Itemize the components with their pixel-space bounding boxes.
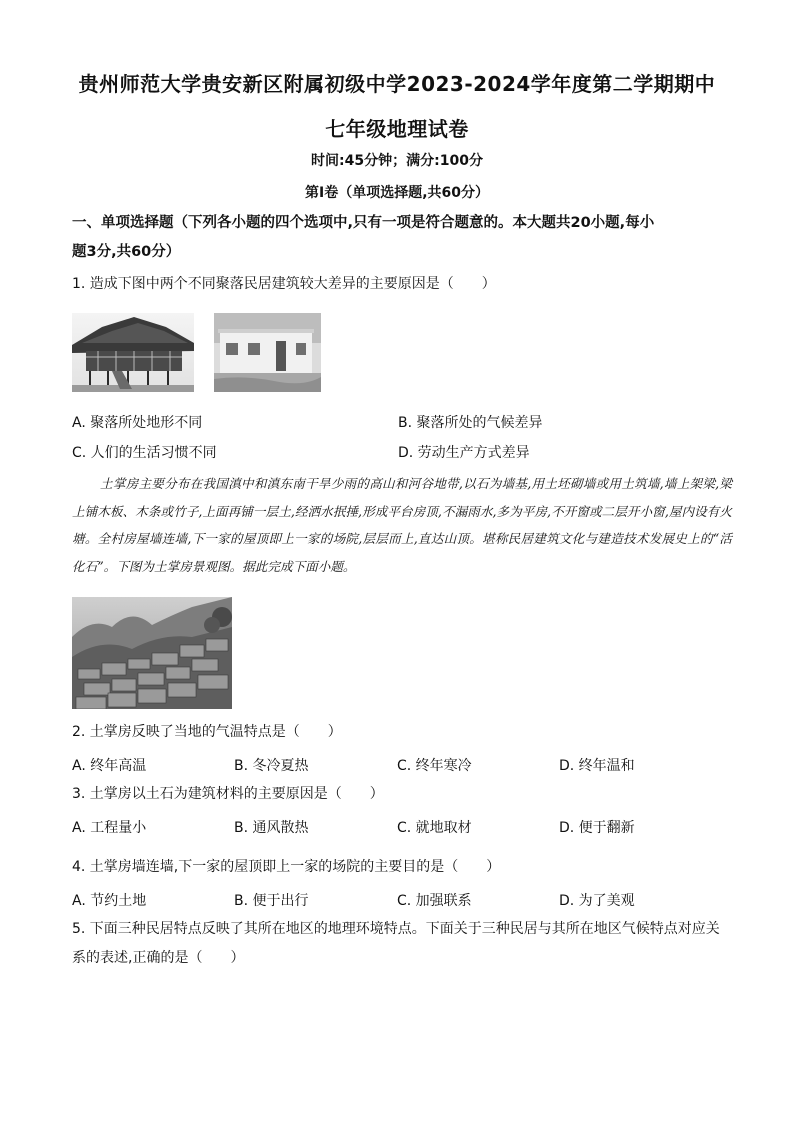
q3-option-c: C. 就地取材 [397, 820, 472, 836]
question-3-stem: 3. 土掌房以土石为建筑材料的主要原因是（ ） [72, 786, 384, 802]
tuzhangfang-passage: 土掌房主要分布在我国滇中和滇东南干旱少雨的高山和河谷地带,以石为墙基,用土坯砌墙或用土筑墙,墙上架梁,梁上铺木板、木条或竹子,上面再铺一层土,经洒水抿捶,形成平台房顶,不漏雨水,多为平房,不开窗或二层开小窗,屋内设有火塘。全村房屋墙连墙,下一家的屋顶即上一家的场院,层层而上,直达山顶。堪称民居建筑文化与建造技术发展史上的“活化石”。下图为土掌房景观图。据此完成下面小题。 [72, 476, 732, 574]
section-heading-line1: 一、单项选择题（下列各小题的四个选项中,只有一项是符合题意的。本大题共20小题,每小 [72, 215, 655, 231]
q4-option-c: C. 加强联系 [397, 893, 472, 909]
q2-option-c: C. 终年寒冷 [397, 758, 472, 774]
section-heading [72, 209, 732, 267]
question-4-stem: 4. 土掌房墙连墙,下一家的屋顶即上一家的场院的主要目的是（ ） [72, 859, 501, 875]
question-1-stem: 1. 造成下图中两个不同聚落民居建筑较大差异的主要原因是（ ） [72, 276, 496, 292]
part-title: 第Ⅰ卷（单项选择题,共60分） [304, 185, 489, 201]
q1-option-a: A. 聚落所处地形不同 [72, 415, 203, 431]
q3-option-a: A. 工程量小 [72, 820, 147, 836]
question-5-stem-line1: 5. 下面三种民居特点反映了其所在地区的地理环境特点。下面关于三种民居与其所在地区气候特点对应关 [72, 921, 720, 937]
q1-option-b: B. 聚落所处的气候差异 [398, 415, 543, 431]
q3-option-d: D. 便于翻新 [559, 820, 635, 836]
q3-option-b: B. 通风散热 [234, 820, 309, 836]
question-5-stem-line2: 系的表述,正确的是（ ） [72, 950, 245, 966]
wooden-stilt-house-photo [72, 313, 194, 392]
question-5-stem [72, 915, 732, 973]
flat-roof-brick-house-photo [214, 313, 321, 392]
exam-title-line1: 贵州师范大学贵安新区附属初级中学2023-2024学年度第二学期期中 [78, 72, 716, 96]
time-score-info: 时间:45分钟；满分:100分 [311, 153, 483, 169]
tuzhangfang-village-photo [72, 597, 232, 709]
q4-option-d: D. 为了美观 [559, 893, 635, 909]
q1-option-d: D. 劳动生产方式差异 [398, 445, 530, 461]
q2-option-d: D. 终年温和 [559, 758, 635, 774]
section-heading-line2: 题3分,共60分） [72, 244, 181, 260]
q4-option-b: B. 便于出行 [234, 893, 309, 909]
q2-option-a: A. 终年高温 [72, 758, 147, 774]
q1-option-c: C. 人们的生活习惯不同 [72, 445, 217, 461]
q2-option-b: B. 冬冷夏热 [234, 758, 309, 774]
q4-option-a: A. 节约土地 [72, 893, 147, 909]
question-2-stem: 2. 土掌房反映了当地的气温特点是（ ） [72, 724, 342, 740]
exam-title-line2: 七年级地理试卷 [325, 117, 469, 141]
